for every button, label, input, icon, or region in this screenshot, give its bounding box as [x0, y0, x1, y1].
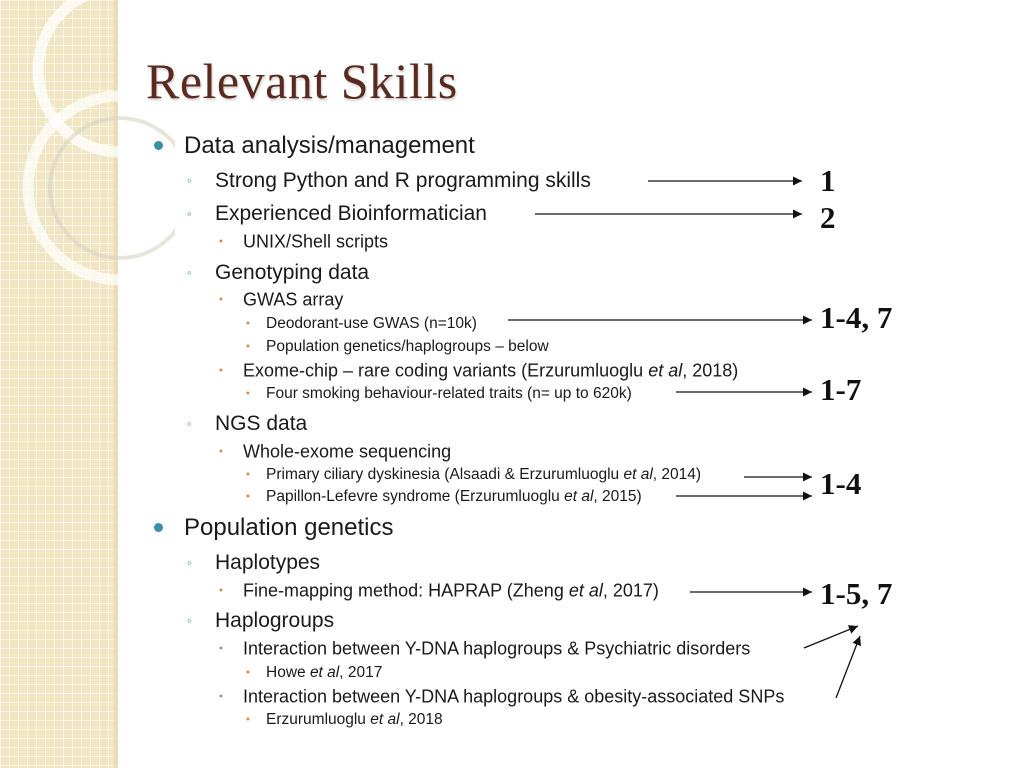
chapter-number-n2: 2	[820, 200, 836, 235]
bullet-bioinformatician: ◦	[187, 205, 192, 221]
bullet-erz2018: •	[246, 713, 250, 726]
chapter-number-n5: 1-4	[820, 466, 862, 501]
chapter-number-n4: 1-7	[820, 372, 862, 407]
item-ngs: NGS data	[215, 412, 308, 435]
item-howe-pre: Howe	[266, 664, 310, 681]
item-pcd-et-al: et al	[623, 466, 653, 483]
chapter-number-n1: 1	[820, 163, 836, 198]
item-exome-chip-pre: Exome-chip – rare coding variants (Erzurumluoglu	[243, 360, 649, 381]
item-exome-chip-post: , 2018)	[682, 360, 739, 381]
bullet-papillon: •	[246, 490, 250, 503]
item-python-r: Strong Python and R programming skills	[215, 169, 591, 192]
item-pcd-pre: Primary ciliary dyskinesia (Alsaadi & Erzurumluoglu	[266, 466, 624, 483]
bullet-genotyping: ◦	[187, 264, 192, 280]
item-papillon-post: , 2015)	[593, 488, 642, 505]
bullet-haplogroups: ◦	[187, 612, 192, 628]
item-howe-et-al: et al	[309, 664, 340, 681]
item-unix: UNIX/Shell scripts	[243, 231, 389, 252]
item-erz2018-post: , 2018	[399, 711, 443, 728]
item-popgen: Population genetics	[184, 514, 394, 541]
item-popgen-haplo: Population genetics/haplogroups – below	[266, 338, 549, 355]
item-gwas-array: GWAS array	[243, 289, 344, 310]
item-haprap-post: , 2017)	[602, 580, 659, 601]
bullet-unix: •	[219, 235, 223, 248]
bullet-obesity: •	[219, 690, 223, 703]
item-obesity: Interaction between Y-DNA haplogroups & obesity-associated SNPs	[243, 686, 785, 707]
item-data-analysis: Data analysis/management	[184, 132, 475, 159]
bullet-haplotypes: ◦	[187, 554, 192, 570]
chapter-number-n6: 1-5, 7	[820, 576, 893, 611]
bullet-deodorant: •	[246, 317, 250, 330]
item-genotyping: Genotyping data	[215, 261, 370, 284]
item-psychiatric: Interaction between Y-DNA haplogroups & Psychiatric disorders	[243, 638, 751, 659]
item-howe-post: , 2017	[339, 664, 383, 681]
item-wes: Whole-exome sequencing	[243, 441, 452, 462]
arrow-obesity	[836, 636, 860, 698]
item-haprap-et-al: et al	[568, 580, 603, 601]
arrow-psychiatric	[804, 626, 858, 648]
item-erz2018-pre: Erzurumluoglu	[266, 711, 371, 728]
item-haprap-pre: Fine-mapping method: HAPRAP (Zheng	[243, 580, 569, 601]
bullet-howe: •	[246, 666, 250, 679]
item-smoking: Four smoking behaviour-related traits (n= up to 620k)	[266, 385, 632, 402]
item-bioinformatician: Experienced Bioinformatician	[215, 202, 487, 225]
item-papillon-et-al: et al	[564, 488, 594, 505]
bullet-popgen-haplo: •	[246, 340, 250, 353]
bullet-gwas-array: •	[219, 293, 223, 306]
bullet-smoking: •	[246, 387, 250, 400]
bullet-haprap: •	[219, 584, 223, 597]
item-pcd-post: , 2014)	[652, 466, 702, 483]
bullet-psychiatric: •	[219, 642, 223, 655]
item-exome-chip-et-al: et al	[648, 360, 683, 381]
item-erz2018-et-al: et al	[370, 711, 400, 728]
bullet-ngs: ◦	[187, 415, 192, 431]
bullet-python-r: ◦	[187, 172, 192, 188]
chapter-number-n3: 1-4, 7	[820, 300, 893, 335]
bullet-pcd: •	[246, 468, 250, 481]
item-papillon-pre: Papillon-Lefevre syndrome (Erzurumluoglu	[266, 488, 565, 505]
bullet-wes: •	[219, 445, 223, 458]
item-haplotypes: Haplotypes	[215, 551, 321, 574]
bullet-exome-chip: •	[219, 364, 223, 377]
item-haplogroups: Haplogroups	[215, 609, 335, 632]
slide-title: Relevant Skills	[146, 53, 458, 109]
item-deodorant: Deodorant-use GWAS (n=10k)	[266, 315, 477, 332]
